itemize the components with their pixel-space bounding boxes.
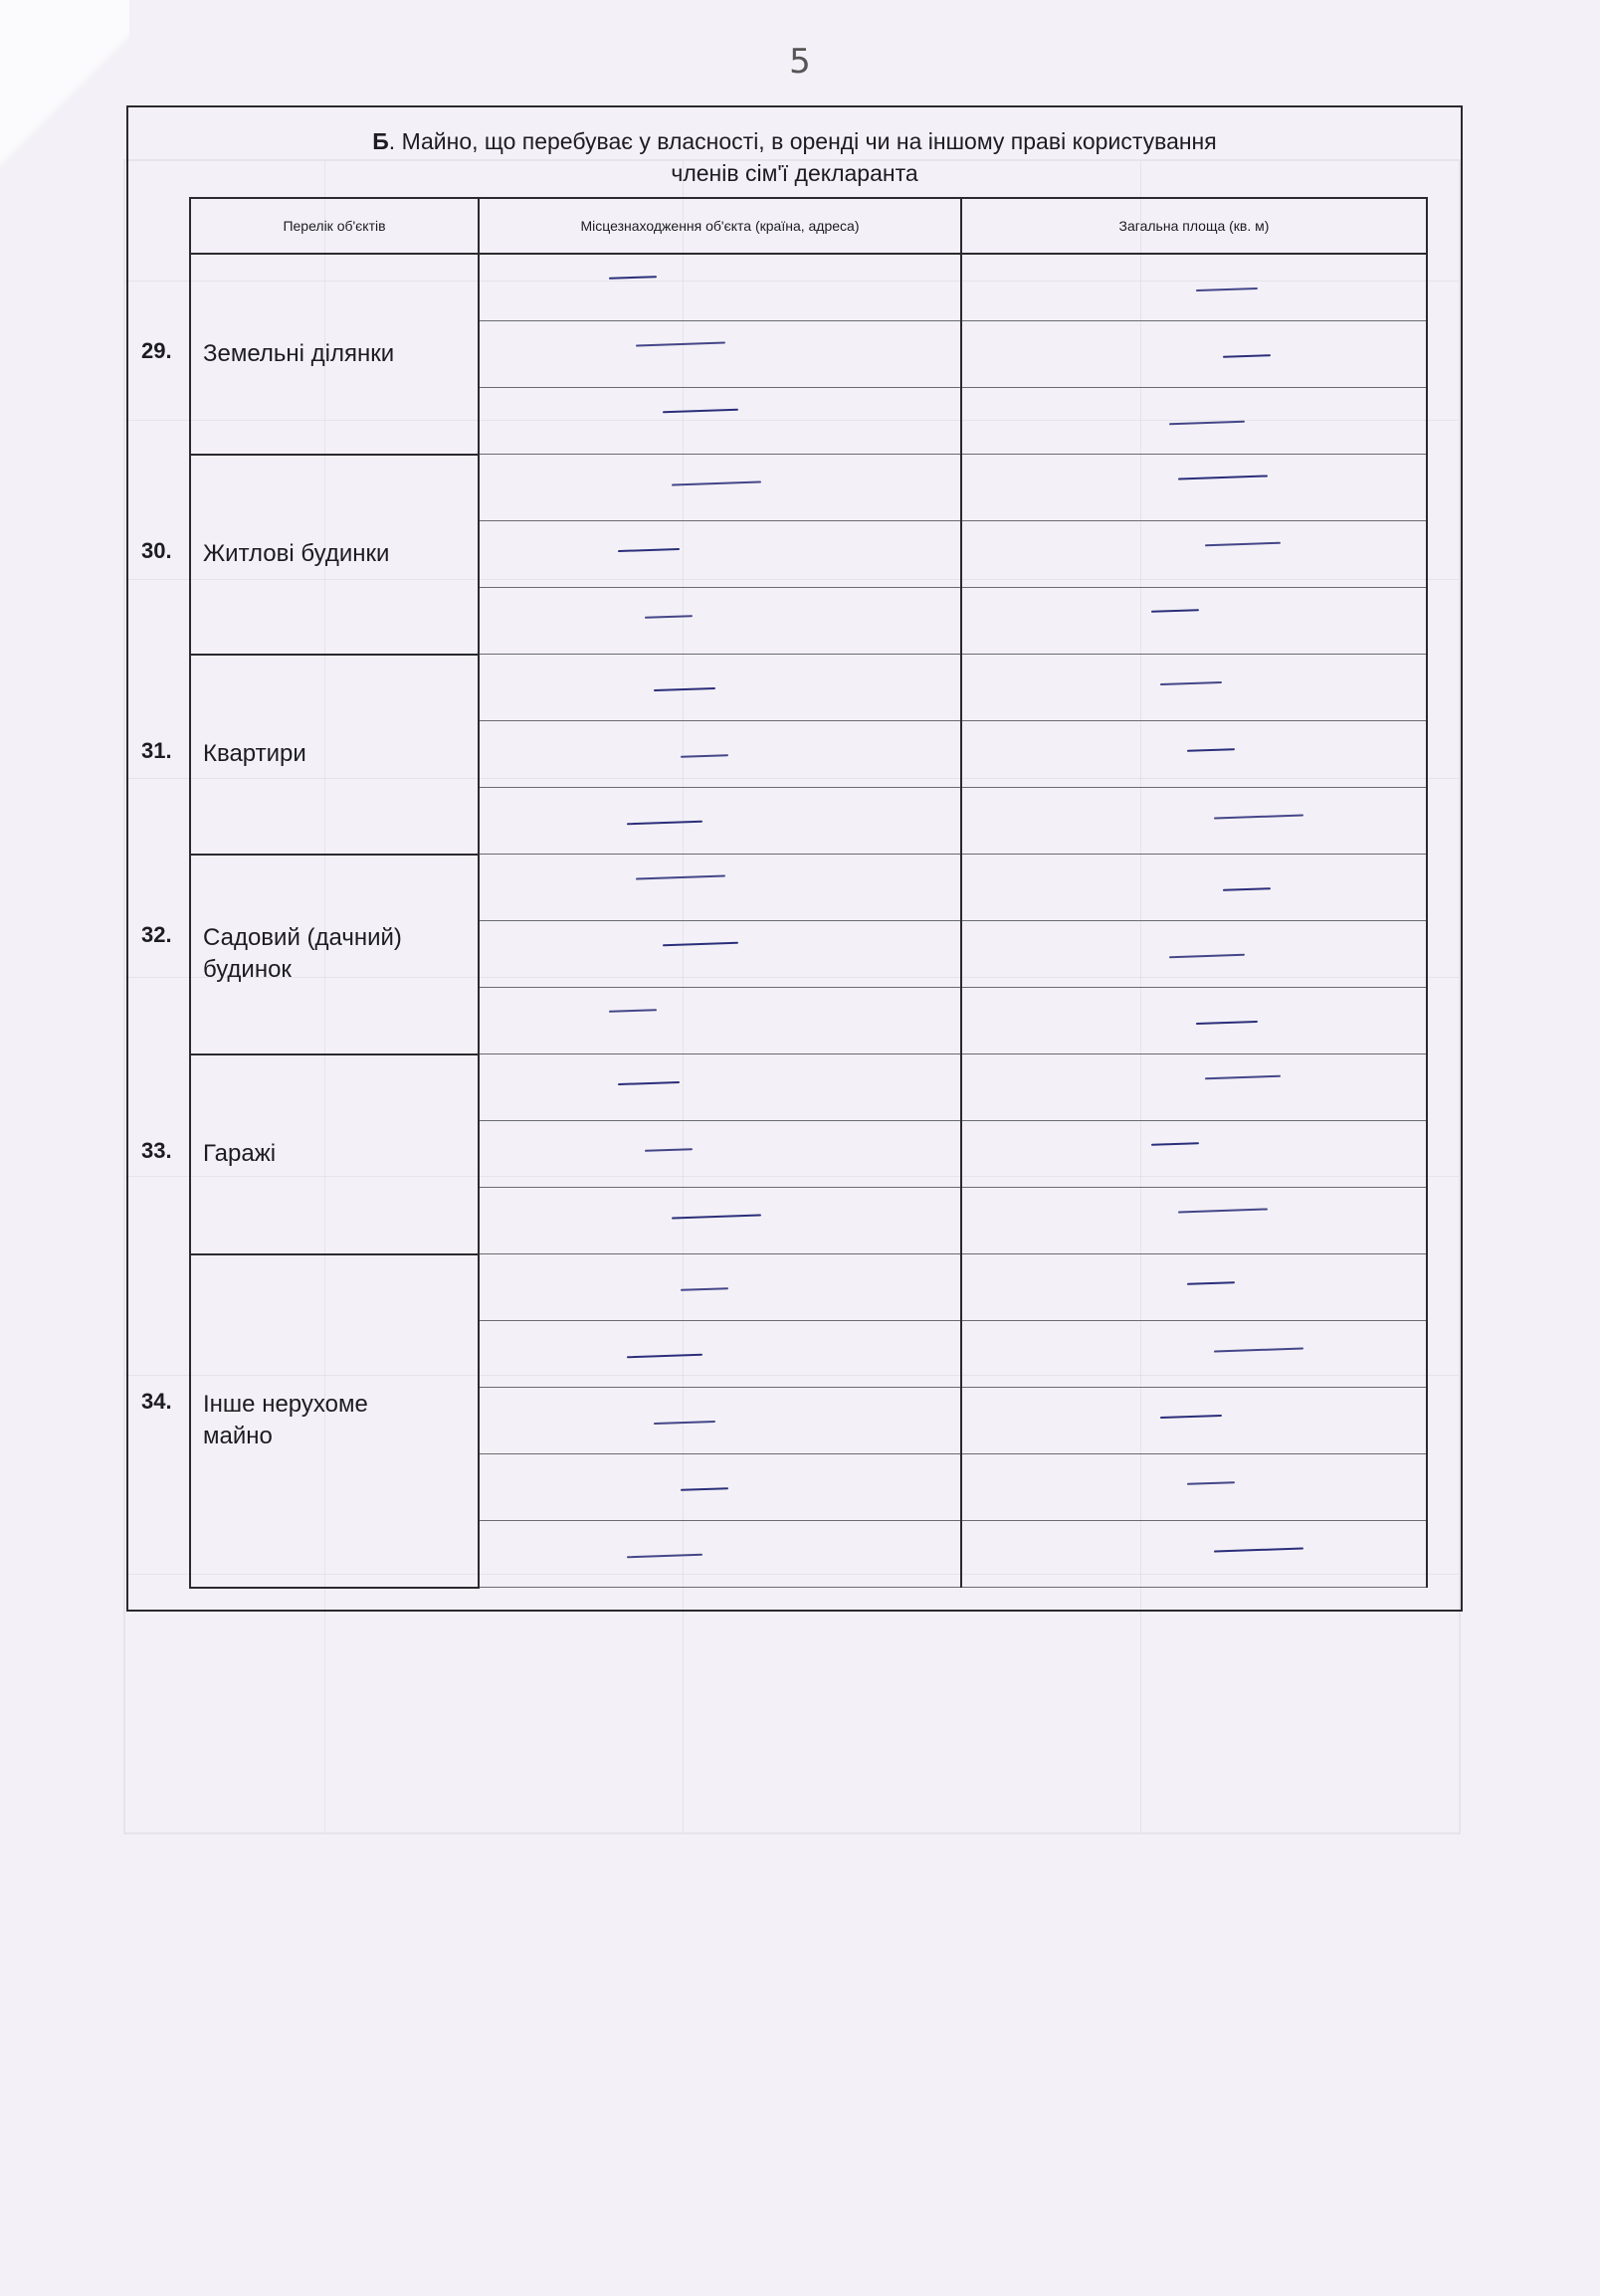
location-cell [479, 721, 961, 788]
category-cell [141, 655, 479, 855]
handwritten-dash-mark [1214, 1347, 1303, 1352]
area-cell [961, 321, 1427, 388]
handwritten-dash-mark [1178, 475, 1268, 479]
location-cell [479, 588, 961, 655]
handwritten-dash-mark [609, 1009, 657, 1013]
handwritten-dash-mark [1169, 954, 1245, 959]
section-title-line1: . Майно, що перебуває у власності, в оренді чи на іншому праві користування [388, 128, 1217, 154]
table-body [141, 254, 1427, 1588]
handwritten-dash-mark [1187, 748, 1235, 752]
area-cell [961, 455, 1427, 521]
handwritten-dash-mark [1205, 542, 1281, 547]
category-label: Гаражі [203, 1140, 277, 1167]
category-cell [141, 455, 479, 655]
area-cell [961, 388, 1427, 455]
handwritten-dash-mark [681, 1487, 728, 1491]
location-cell [479, 855, 961, 921]
page-corner-fold [0, 0, 129, 199]
location-cell [479, 321, 961, 388]
handwritten-dash-mark [654, 687, 715, 691]
location-cell [479, 455, 961, 521]
category-cell [141, 855, 479, 1054]
category-label: Інше нерухоме [203, 1391, 368, 1418]
location-cell [479, 254, 961, 321]
location-cell [479, 1054, 961, 1121]
area-cell [961, 588, 1427, 655]
category-label: Садовий (дачний) [203, 924, 402, 951]
handwritten-dash-mark [1205, 1075, 1281, 1080]
handwritten-dash-mark [627, 821, 702, 826]
handwritten-dash-mark [636, 341, 725, 346]
handwritten-dash-mark [1151, 1142, 1199, 1146]
area-cell [961, 521, 1427, 588]
table-row [190, 655, 1427, 721]
handwritten-dash-mark [1187, 1481, 1235, 1485]
location-cell [479, 1321, 961, 1388]
handwritten-dash-mark [618, 1081, 680, 1085]
category-number: 34. [141, 1389, 172, 1414]
area-cell [961, 1254, 1427, 1321]
location-cell [479, 1121, 961, 1188]
handwritten-dash-mark [672, 1214, 761, 1219]
handwritten-dash-mark [627, 1354, 702, 1359]
area-cell [961, 1321, 1427, 1388]
category-number: 33. [141, 1138, 172, 1163]
header-objects: Перелік об'єктів [190, 198, 479, 254]
table-row [190, 1054, 1427, 1121]
area-cell [961, 921, 1427, 988]
header-row [190, 198, 1427, 254]
category-number: 32. [141, 922, 172, 947]
handwritten-dash-mark [1160, 1415, 1222, 1419]
area-cell [961, 1388, 1427, 1454]
area-cell [961, 254, 1427, 321]
handwritten-dash-mark [681, 1287, 728, 1291]
handwritten-dash-mark [645, 615, 693, 619]
table-row [190, 455, 1427, 521]
area-cell [961, 655, 1427, 721]
handwritten-dash-mark [645, 1148, 693, 1152]
location-cell [479, 788, 961, 855]
handwritten-dash-mark [1196, 287, 1258, 291]
location-cell [479, 1454, 961, 1521]
category-label: Житлові будинки [203, 540, 390, 567]
handwritten-dash-mark [1187, 1281, 1235, 1285]
handwritten-dash-mark [654, 1421, 715, 1425]
location-cell [479, 1254, 961, 1321]
header-location: Місцезнаходження об'єкта (країна, адреса) [479, 198, 961, 254]
handwritten-dash-mark [1169, 421, 1245, 426]
category-cell [141, 1054, 479, 1254]
area-cell [961, 1188, 1427, 1254]
handwritten-dash-mark [1214, 1547, 1303, 1552]
category-cell [141, 254, 479, 455]
category-label-line2: майно [203, 1423, 273, 1449]
handwritten-dash-mark [681, 754, 728, 758]
handwritten-dash-mark [609, 276, 657, 280]
table-row [190, 855, 1427, 921]
location-cell [479, 521, 961, 588]
handwritten-dash-mark [672, 480, 761, 485]
location-cell [479, 388, 961, 455]
handwritten-dash-mark [663, 942, 738, 947]
handwritten-dash-mark [1214, 814, 1303, 819]
area-cell [961, 1454, 1427, 1521]
category-label: Квартири [203, 740, 306, 767]
area-cell [961, 988, 1427, 1054]
table-row [190, 1254, 1427, 1321]
table-row [190, 254, 1427, 321]
location-cell [479, 1188, 961, 1254]
header-area: Загальна площа (кв. м) [961, 198, 1427, 254]
page-number: 5 [789, 42, 811, 82]
handwritten-dash-mark [1223, 354, 1271, 358]
handwritten-dash-mark [1160, 681, 1222, 685]
location-cell [479, 988, 961, 1054]
location-cell [479, 1388, 961, 1454]
location-cell [479, 1521, 961, 1588]
handwritten-dash-mark [636, 874, 725, 879]
handwritten-dash-mark [627, 1554, 702, 1559]
category-cell [141, 1254, 479, 1588]
section-letter: Б [372, 128, 389, 154]
location-cell [479, 921, 961, 988]
category-number: 29. [141, 337, 172, 363]
section-title [126, 125, 1463, 189]
handwritten-dash-mark [1151, 609, 1199, 613]
area-cell [961, 721, 1427, 788]
category-label-line2: будинок [203, 956, 292, 983]
category-number: 30. [141, 538, 172, 563]
category-label: Земельні ділянки [203, 339, 395, 367]
handwritten-dash-mark [618, 548, 680, 552]
area-cell [961, 1054, 1427, 1121]
handwritten-dash-mark [1223, 887, 1271, 891]
handwritten-dash-mark [1196, 1021, 1258, 1025]
category-number: 31. [141, 738, 172, 763]
area-cell [961, 788, 1427, 855]
area-cell [961, 1521, 1427, 1588]
property-table [141, 197, 1428, 1589]
section-title-line2: членів сім'ї декларанта [671, 160, 918, 186]
handwritten-dash-mark [1178, 1208, 1268, 1213]
location-cell [479, 655, 961, 721]
handwritten-dash-mark [663, 409, 738, 414]
area-cell [961, 1121, 1427, 1188]
area-cell [961, 855, 1427, 921]
